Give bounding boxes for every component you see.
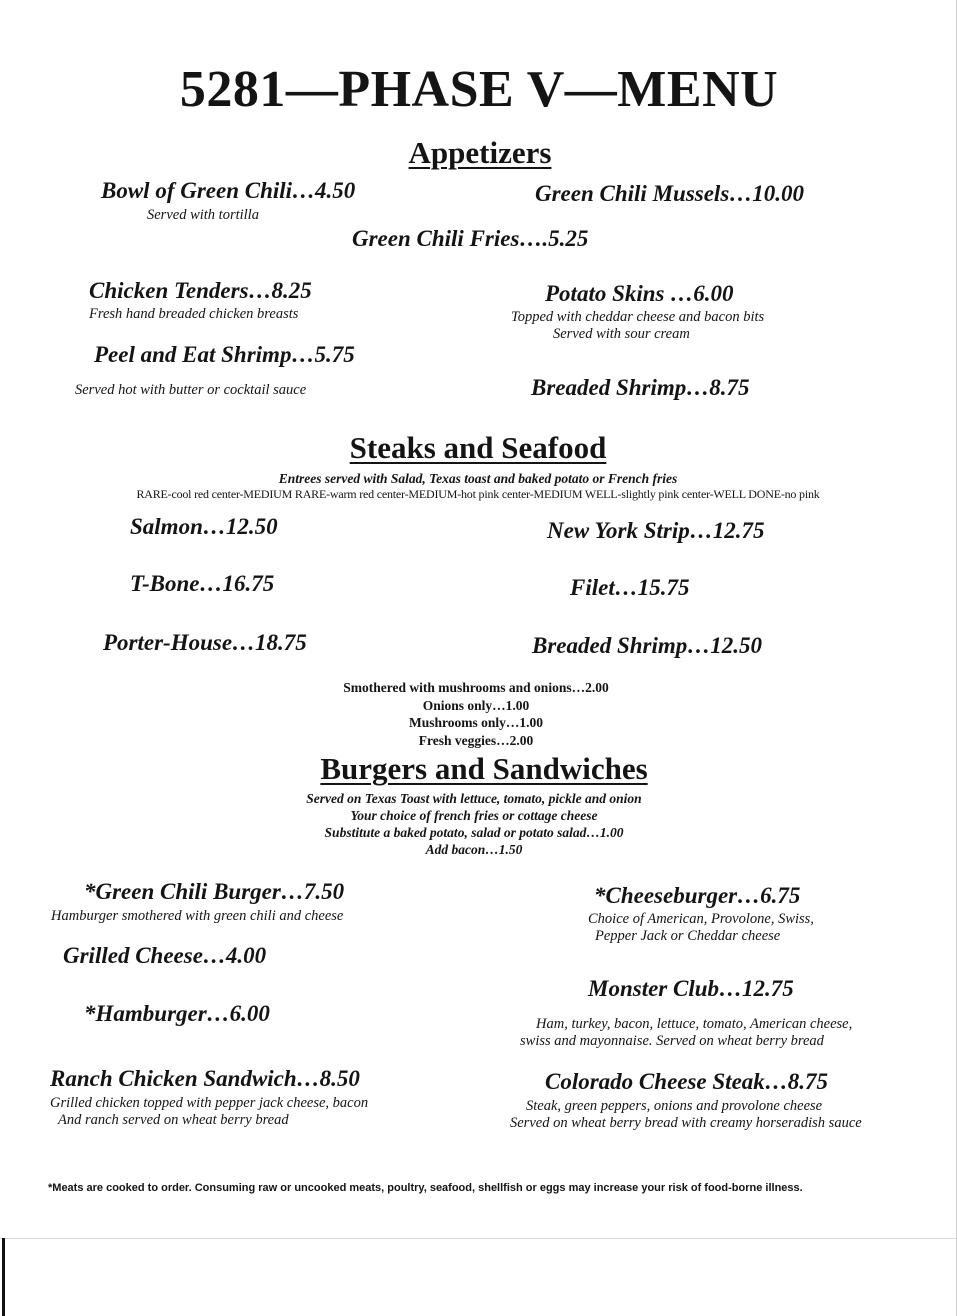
menu-item-name: Ranch Chicken Sandwich…8.50 (50, 1066, 360, 1091)
desc-line: swiss and mayonnaise. Served on wheat berry bread (520, 1033, 824, 1049)
desc-line: Ham, turkey, bacon, lettuce, tomato, American cheese, (536, 1016, 853, 1032)
note-line: Your choice of french fries or cottage cheese (350, 808, 598, 823)
doneness-guide: RARE-cool red center-MEDIUM RARE-warm red center-MEDIUM-hot pink center-MEDIUM WELL-slightly pink center-WELL DONE-no pink (136, 487, 820, 501)
menu-item-name: Peel and Eat Shrimp…5.75 (94, 342, 355, 367)
addon-line: Onions only…1.00 (422, 697, 530, 713)
burgers-notes (306, 790, 641, 858)
menu-item-desc: Hamburger smothered with green chili and cheese (51, 908, 344, 924)
food-safety-disclaimer: *Meats are cooked to order. Consuming raw or uncooked meats, poultry, seafood, shellfish or eggs may increase your risk of food-borne illness. (48, 1182, 803, 1194)
page-bottom-edge (0, 1238, 957, 1239)
menu-item-desc (50, 1095, 368, 1129)
desc-line: Steak, green peppers, onions and provolone cheese (526, 1098, 823, 1114)
desc-line: Choice of American, Provolone, Swiss, (588, 911, 814, 927)
menu-item-name: Breaded Shrimp…12.50 (532, 633, 763, 658)
menu-item-desc: Served with tortilla (147, 207, 259, 223)
desc-line: Served on wheat berry bread with creamy horseradish sauce (510, 1115, 862, 1131)
burgers-heading: Burgers and Sandwiches (320, 751, 648, 786)
menu-item-name: Chicken Tenders…8.25 (89, 278, 312, 303)
menu-item-name: New York Strip…12.75 (547, 518, 765, 543)
menu-item-name: Bowl of Green Chili…4.50 (101, 178, 356, 203)
scan-edge-mark (2, 1238, 5, 1316)
menu-title: 5281—PHASE V—MENU (179, 61, 779, 118)
steak-addons (343, 679, 608, 749)
note-line: Served on Texas Toast with lettuce, tomato, pickle and onion (306, 791, 642, 806)
menu-item-desc (520, 1016, 852, 1050)
menu-item-name: *Cheeseburger…6.75 (594, 883, 801, 908)
steaks-note: Entrees served with Salad, Texas toast and baked potato or French fries (278, 471, 678, 486)
menu-item-name: Breaded Shrimp…8.75 (531, 375, 750, 400)
note-line: Add bacon…1.50 (425, 842, 523, 857)
menu-item-name: *Green Chili Burger…7.50 (84, 879, 345, 904)
menu-item-name: Salmon…12.50 (130, 514, 278, 539)
steaks-heading: Steaks and Seafood (349, 430, 607, 465)
desc-line: Topped with cheddar cheese and bacon bits (511, 309, 765, 325)
menu-item-name: Colorado Cheese Steak…8.75 (545, 1069, 829, 1094)
note-line: Substitute a baked potato, salad or potato salad…1.00 (324, 825, 624, 840)
desc-line: And ranch served on wheat berry bread (58, 1112, 289, 1128)
menu-item-name: Green Chili Fries….5.25 (352, 226, 589, 251)
desc-line: Served with sour cream (553, 326, 690, 342)
desc-line: Grilled chicken topped with pepper jack cheese, bacon (50, 1095, 369, 1111)
menu-item-name: *Hamburger…6.00 (84, 1001, 270, 1026)
menu-item-desc: Served hot with butter or cocktail sauce (75, 382, 307, 398)
menu-item-name: Potato Skins …6.00 (545, 281, 734, 306)
menu-item-desc (588, 911, 814, 945)
menu-item-desc: Fresh hand breaded chicken breasts (89, 306, 299, 322)
menu-item-name: T-Bone…16.75 (130, 571, 275, 596)
menu-item-name: Porter-House…18.75 (103, 630, 307, 655)
menu-item-name: Monster Club…12.75 (588, 976, 794, 1001)
menu-item-name: Filet…15.75 (570, 575, 690, 600)
menu-item-desc (510, 1098, 862, 1132)
menu-item-desc (511, 309, 764, 343)
addon-line: Mushrooms only…1.00 (408, 715, 544, 730)
addon-line: Smothered with mushrooms and onions…2.00 (343, 680, 609, 695)
menu-item-name: Green Chili Mussels…10.00 (535, 181, 805, 206)
desc-line: Pepper Jack or Cheddar cheese (595, 928, 781, 944)
addon-line: Fresh veggies…2.00 (418, 732, 534, 748)
menu-item-name: Grilled Cheese…4.00 (63, 943, 267, 968)
appetizers-heading: Appetizers (408, 135, 552, 170)
